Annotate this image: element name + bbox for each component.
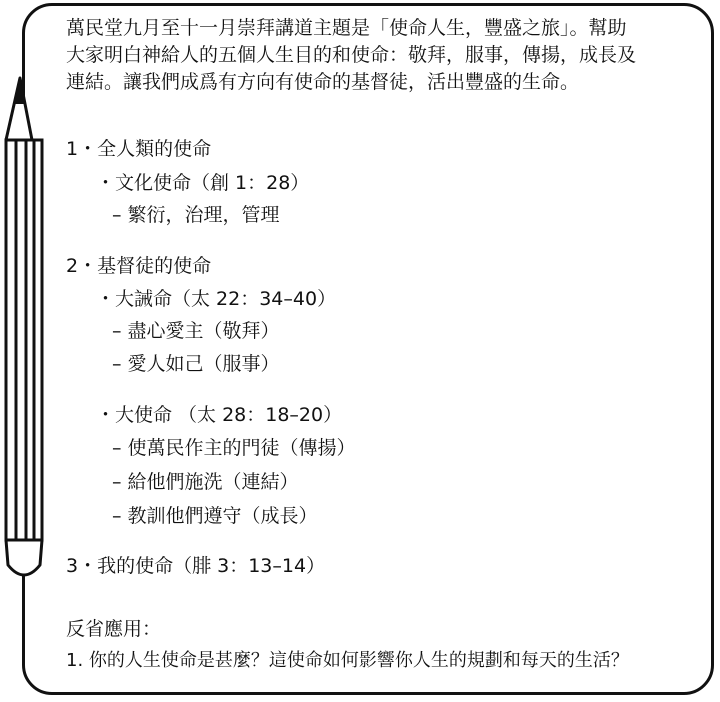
outline-item: ・文化使命（創 1：28） — [96, 172, 310, 194]
outline-subitem: – 教訓他們遵守（成長） — [112, 505, 318, 527]
outline-subitem: – 使萬民作主的門徒（傳揚） — [112, 437, 356, 459]
intro-line: 萬民堂九月至十一月崇拜講道主題是「使命人生，豐盛之旅」。幫助 — [66, 17, 627, 39]
reflection-title: 反省應用： — [66, 618, 162, 640]
content-card — [22, 3, 714, 695]
outline-item: ・大誡命（太 22：34–40） — [96, 288, 337, 310]
section-heading-1: 1・全人類的使命 — [66, 138, 212, 160]
outline-subitem: – 給他們施洗（連結） — [112, 471, 299, 493]
intro-line: 大家明白神給人的五個人生目的和使命：敬拜，服事，傳揚，成長及 — [66, 44, 637, 66]
outline-item: ・大使命 （太 28：18–20） — [96, 404, 343, 426]
outline-subitem: – 愛人如己（服事） — [112, 353, 280, 375]
reflection-question: 1. 你的人生使命是甚麼？這使命如何影響你人生的規劃和每天的生活？ — [66, 650, 629, 671]
intro-paragraph — [66, 15, 706, 96]
intro-line: 連結。讓我們成爲有方向有使命的基督徒，活出豐盛的生命。 — [66, 71, 580, 93]
section-heading-2: 2・基督徒的使命 — [66, 255, 212, 277]
section-heading-3: 3・我的使命（腓 3：13–14） — [66, 555, 326, 577]
pencil-icon — [0, 0, 50, 620]
outline-subitem: – 盡心愛主（敬拜） — [112, 320, 280, 342]
outline-subitem: – 繁衍，治理，管理 — [112, 204, 280, 226]
